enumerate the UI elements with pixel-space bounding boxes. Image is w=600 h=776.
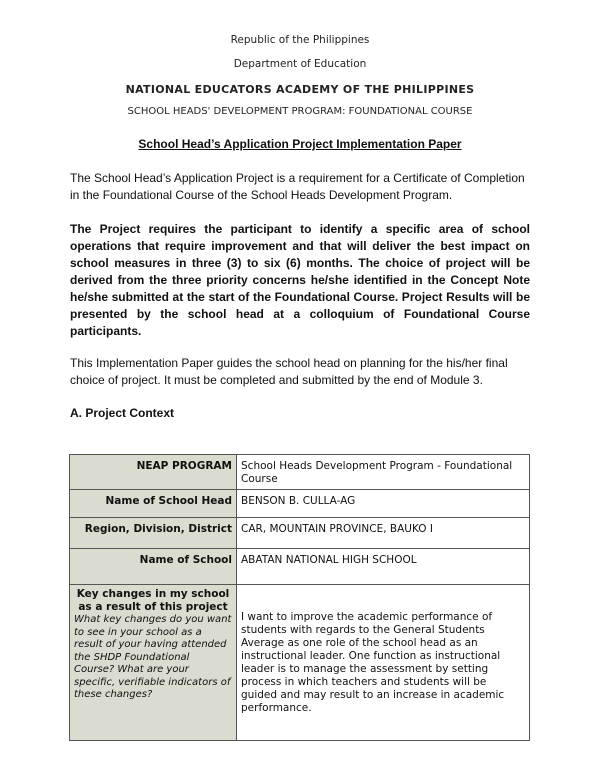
row-value: School Heads Development Program - Foundational Course — [237, 455, 530, 490]
table-row — [70, 585, 530, 741]
key-changes-prompt: What key changes do you want to see in your school as a result of your having attended the SHDP Foundational Course? What are your specific, verifiable indicators of these changes? — [74, 614, 232, 700]
row-label: NEAP PROGRAM — [70, 455, 237, 490]
project-context-table — [69, 454, 530, 741]
intro-paragraph: The School Head’s Application Project is a requirement for a Certificate of Completion in the Foundational Course of the School Heads Development Program. — [70, 171, 525, 202]
table-row — [70, 455, 530, 490]
header-program: SCHOOL HEADS' DEVELOPMENT PROGRAM: FOUNDATIONAL COURSE — [127, 106, 473, 117]
key-changes-label: Key changes in my school as a result of this project — [76, 588, 230, 613]
row-label: Name of School — [70, 549, 237, 585]
key-changes-answer: I want to improve the academic performance of students with regards to the General Students Average as one role of the school head as an instructional leader. One function as instructional leader is to manage the assessment by setting process in which teachers and students will be guided and may result to an increase in academic performance. — [237, 585, 530, 741]
key-changes-cell — [70, 585, 237, 741]
row-label: Name of School Head — [70, 490, 237, 518]
table-row — [70, 490, 530, 518]
requirements-paragraph: The Project requires the participant to identify a specific area of school operations that require improvement and that will deliver the best impact on school measures in three (3) to six (6) months. The choice of project will be derived from the three priority concerns he/she identified in the Concept Note he/she submitted at the start of the Foundational Course. Project Results will be presented by the school head at a colloquium of Foundational Course participants. — [70, 222, 530, 338]
section-heading: A. Project Context — [70, 406, 175, 420]
row-value: BENSON B. CULLA-AG — [237, 490, 530, 518]
header-academy: NATIONAL EDUCATORS ACADEMY OF THE PHILIPPINES — [125, 83, 475, 96]
table-row — [70, 549, 530, 585]
row-value: CAR, MOUNTAIN PROVINCE, BAUKO I — [237, 518, 530, 549]
row-label: Region, Division, District — [70, 518, 237, 549]
header-department: Department of Education — [233, 58, 367, 70]
document-title: School Head’s Application Project Implementation Paper — [138, 137, 462, 151]
table-row — [70, 518, 530, 549]
header-republic: Republic of the Philippines — [230, 34, 370, 46]
row-value: ABATAN NATIONAL HIGH SCHOOL — [237, 549, 530, 585]
guide-paragraph: This Implementation Paper guides the school head on planning for the his/her final choice of project. It must be completed and submitted by the end of Module 3. — [70, 356, 508, 387]
